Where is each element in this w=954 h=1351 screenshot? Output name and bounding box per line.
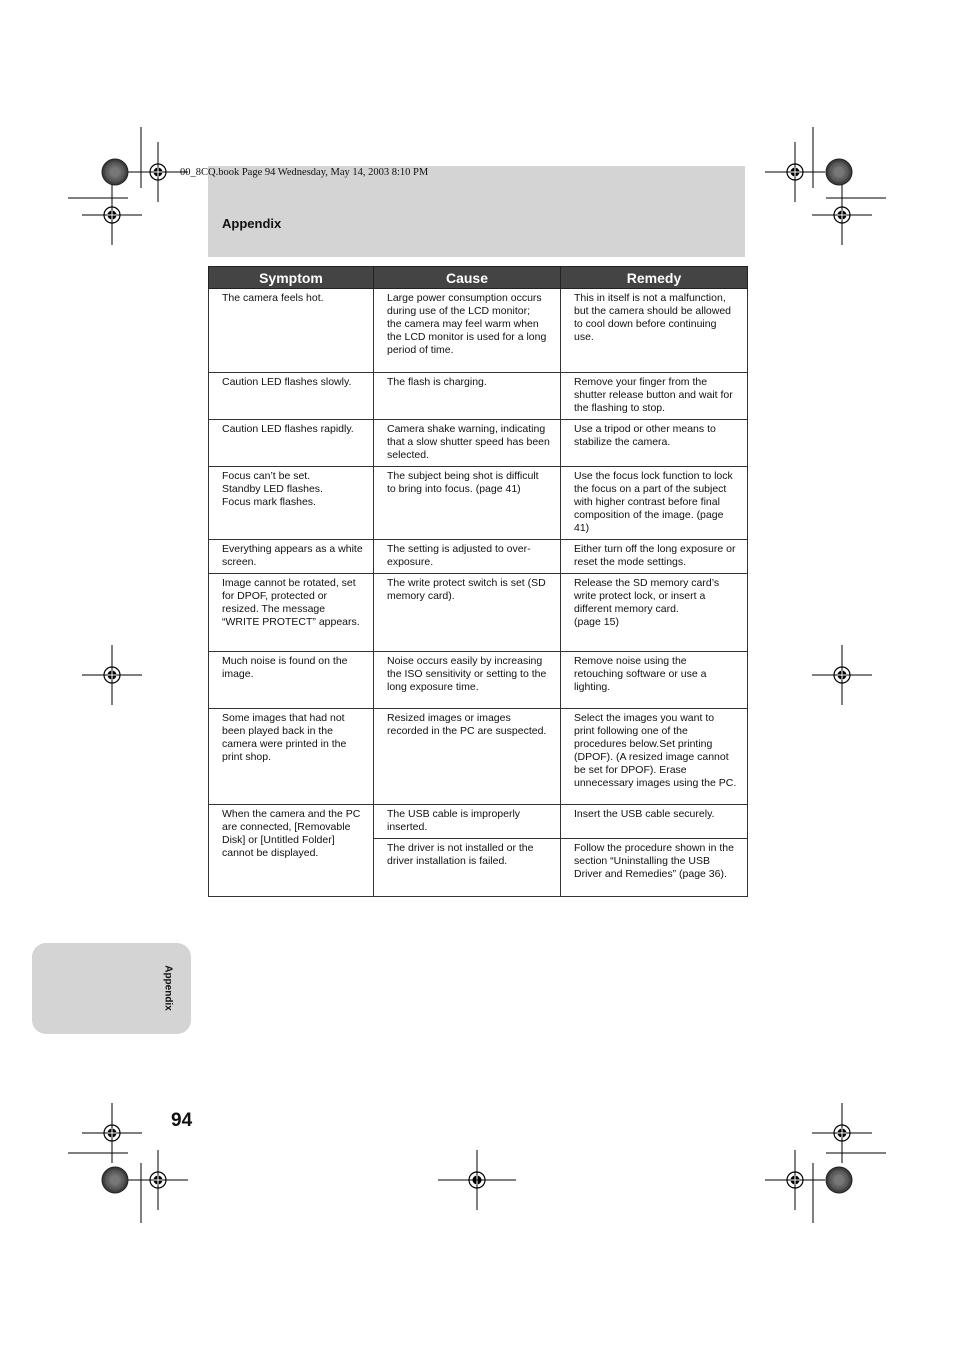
page-number: 94 (171, 1110, 193, 1131)
symptom-cell: Caution LED flashes rapidly. (209, 420, 374, 467)
remedy-cell: This in itself is not a malfunction, but the camera should be allowed to cool down before continuing use. (561, 289, 748, 373)
cause-cell: Noise occurs easily by increasing the ISO sensitivity or setting to the long exposure time. (374, 652, 561, 709)
symptom-cell: Everything appears as a white screen. (209, 540, 374, 574)
remedy-cell: Select the images you want to print following one of the procedures below.Set printing (DPOF). (A resized image cannot be set for DPOF). Erase unnecessary images using the PC. (561, 709, 748, 805)
troubleshooting-table (208, 266, 748, 897)
symptom-cell: The camera feels hot. (209, 289, 374, 373)
section-title: Appendix (222, 216, 282, 231)
cause-cell: The subject being shot is difficult to bring into focus. (page 41) (374, 467, 561, 540)
remedy-cell: Use the focus lock function to lock the focus on a part of the subject with higher contrast before final composition of the image. (page 41) (561, 467, 748, 540)
table-row (209, 373, 748, 420)
book-info-line: 00_8CQ.book Page 94 Wednesday, May 14, 2003 8:10 PM (180, 167, 429, 178)
remedy-cell: Release the SD memory card’s write protect lock, or insert a different memory card. (page 15) (561, 574, 748, 652)
cause-cell: Large power consumption occurs during use of the LCD monitor; the camera may feel warm when the LCD monitor is used for a long period of time. (374, 289, 561, 373)
symptom-cell: Some images that had not been played back in the camera were printed in the print shop. (209, 709, 374, 805)
table-row (209, 540, 748, 574)
table-row (209, 652, 748, 709)
remedy-cell: Either turn off the long exposure or reset the mode settings. (561, 540, 748, 574)
table-row (209, 289, 748, 373)
column-header-cause: Cause (374, 267, 561, 289)
cause-cell: Resized images or images recorded in the PC are suspected. (374, 709, 561, 805)
table-row (209, 574, 748, 652)
table-row (209, 467, 748, 540)
symptom-cell: Image cannot be rotated, set for DPOF, protected or resized. The message “WRITE PROTECT” appears. (209, 574, 374, 652)
table-row (209, 805, 748, 839)
header-band (208, 166, 745, 257)
symptom-cell: Much noise is found on the image. (209, 652, 374, 709)
column-header-symptom: Symptom (209, 267, 374, 289)
cause-cell: The flash is charging. (374, 373, 561, 420)
table-row (209, 709, 748, 805)
table-row (209, 420, 748, 467)
column-header-remedy: Remedy (561, 267, 748, 289)
symptom-cell: Caution LED flashes slowly. (209, 373, 374, 420)
table-header-row (209, 267, 748, 289)
remedy-cell: Use a tripod or other means to stabilize the camera. (561, 420, 748, 467)
symptom-cell: Focus can’t be set. Standby LED flashes. Focus mark flashes. (209, 467, 374, 540)
symptom-cell: When the camera and the PC are connected, [Removable Disk] or [Untitled Folder] cannot be displayed. (209, 805, 374, 897)
side-tab-label: Appendix (162, 965, 174, 1011)
remedy-cell: Follow the procedure shown in the section “Uninstalling the USB Driver and Remedies” (page 36). (561, 839, 748, 897)
remedy-cell: Remove noise using the retouching software or use a lighting. (561, 652, 748, 709)
cause-cell: The USB cable is improperly inserted. (374, 805, 561, 839)
cause-cell: The setting is adjusted to over-exposure. (374, 540, 561, 574)
cause-cell: The write protect switch is set (SD memory card). (374, 574, 561, 652)
cause-cell: The driver is not installed or the driver installation is failed. (374, 839, 561, 897)
remedy-cell: Remove your finger from the shutter release button and wait for the flashing to stop. (561, 373, 748, 420)
remedy-cell: Insert the USB cable securely. (561, 805, 748, 839)
cause-cell: Camera shake warning, indicating that a slow shutter speed has been selected. (374, 420, 561, 467)
